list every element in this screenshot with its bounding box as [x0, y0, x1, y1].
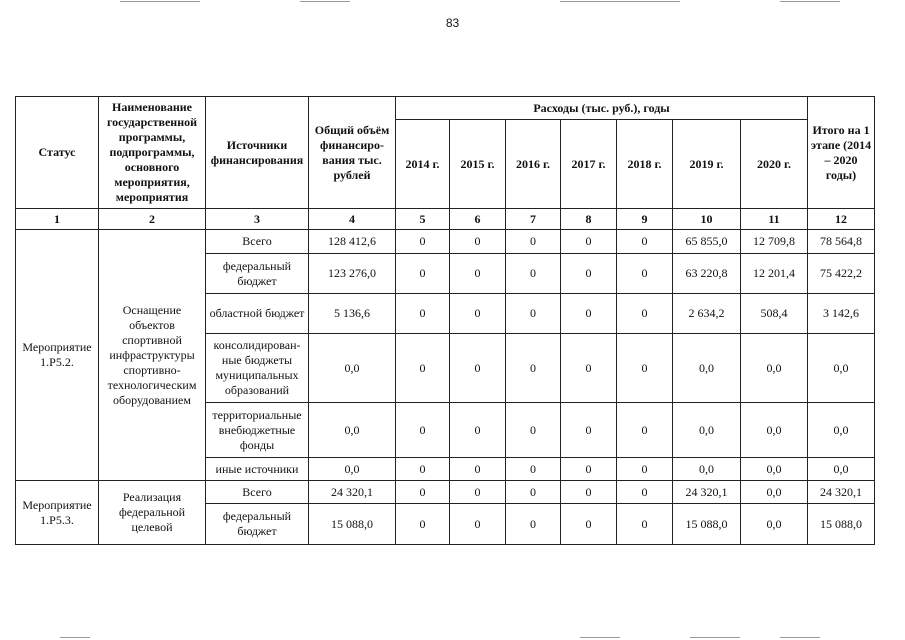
header-total: Общий объём финансиро-вания тыс. рублей [309, 97, 396, 209]
year-cell: 0,0 [741, 334, 808, 403]
scan-artifact [560, 1, 680, 2]
year-cell: 0 [396, 254, 450, 294]
header-year: 2014 г. [396, 120, 450, 209]
status-cell: Мероприятие 1.Р5.3. [16, 481, 99, 545]
year-cell: 0 [396, 458, 450, 481]
source-cell: иные источники [206, 458, 309, 481]
header-row [16, 97, 875, 120]
year-cell: 0 [450, 403, 506, 458]
year-cell: 0,0 [673, 458, 741, 481]
budget-table [15, 96, 875, 545]
year-cell: 0 [396, 481, 450, 504]
header-status: Статус [16, 97, 99, 209]
column-number: 6 [450, 209, 506, 230]
year-cell: 0 [561, 403, 617, 458]
year-cell: 12 201,4 [741, 254, 808, 294]
year-cell: 65 855,0 [673, 230, 741, 254]
total-cell: 0,0 [309, 458, 396, 481]
source-cell: федеральный бюджет [206, 254, 309, 294]
total-cell: 0,0 [309, 403, 396, 458]
column-number: 3 [206, 209, 309, 230]
column-number: 5 [396, 209, 450, 230]
source-cell: федеральный бюджет [206, 504, 309, 545]
year-cell: 0 [561, 458, 617, 481]
stage-total-cell: 24 320,1 [808, 481, 875, 504]
page-number: 83 [445, 16, 460, 30]
year-cell: 0 [506, 458, 561, 481]
stage-total-cell: 75 422,2 [808, 254, 875, 294]
year-cell: 0 [450, 254, 506, 294]
year-cell: 0 [506, 481, 561, 504]
total-cell: 24 320,1 [309, 481, 396, 504]
scan-artifact [580, 637, 620, 638]
year-cell: 0 [617, 230, 673, 254]
column-number: 11 [741, 209, 808, 230]
year-cell: 0 [396, 334, 450, 403]
year-cell: 15 088,0 [673, 504, 741, 545]
year-cell: 0 [396, 230, 450, 254]
header-year: 2019 г. [673, 120, 741, 209]
year-cell: 0 [506, 254, 561, 294]
year-cell: 0 [396, 294, 450, 334]
table-row [16, 230, 875, 254]
header-expenses: Расходы (тыс. руб.), годы [396, 97, 808, 120]
year-cell: 2 634,2 [673, 294, 741, 334]
stage-total-cell: 15 088,0 [808, 504, 875, 545]
total-cell: 0,0 [309, 334, 396, 403]
column-number: 10 [673, 209, 741, 230]
year-cell: 0 [561, 504, 617, 545]
scan-artifact [690, 637, 740, 638]
year-cell: 0 [506, 294, 561, 334]
total-cell: 5 136,6 [309, 294, 396, 334]
year-cell: 0 [396, 504, 450, 545]
column-number: 4 [309, 209, 396, 230]
header-year: 2016 г. [506, 120, 561, 209]
year-cell: 12 709,8 [741, 230, 808, 254]
scan-artifact [780, 637, 820, 638]
year-cell: 0 [506, 334, 561, 403]
column-number: 8 [561, 209, 617, 230]
header-year: 2017 г. [561, 120, 617, 209]
year-cell: 0 [617, 481, 673, 504]
year-cell: 0,0 [741, 403, 808, 458]
year-cell: 0,0 [673, 334, 741, 403]
status-cell: Мероприятие 1.Р5.2. [16, 230, 99, 481]
year-cell: 0,0 [673, 403, 741, 458]
year-cell: 0 [450, 294, 506, 334]
year-cell: 0 [561, 294, 617, 334]
year-cell: 0 [617, 334, 673, 403]
total-cell: 123 276,0 [309, 254, 396, 294]
year-cell: 0,0 [741, 458, 808, 481]
scan-artifact [120, 1, 200, 2]
column-number: 7 [506, 209, 561, 230]
column-number: 9 [617, 209, 673, 230]
source-cell: консолидирован-ные бюджеты муниципальных образований [206, 334, 309, 403]
name-cell: Реализация федеральной целевой [99, 481, 206, 545]
header-stage-total: Итого на 1 этапе (2014 – 2020 годы) [808, 97, 875, 209]
year-cell: 508,4 [741, 294, 808, 334]
year-cell: 0 [450, 481, 506, 504]
column-number-row [16, 209, 875, 230]
year-cell: 0,0 [741, 504, 808, 545]
year-cell: 0 [450, 334, 506, 403]
year-cell: 0 [450, 458, 506, 481]
header-year: 2020 г. [741, 120, 808, 209]
year-cell: 0 [561, 254, 617, 294]
stage-total-cell: 0,0 [808, 334, 875, 403]
scan-artifact [780, 1, 840, 2]
year-cell: 0 [617, 458, 673, 481]
column-number: 1 [16, 209, 99, 230]
year-cell: 0 [506, 230, 561, 254]
total-cell: 15 088,0 [309, 504, 396, 545]
stage-total-cell: 0,0 [808, 403, 875, 458]
year-cell: 0,0 [741, 481, 808, 504]
scan-artifact [300, 1, 350, 2]
column-number: 12 [808, 209, 875, 230]
header-year: 2018 г. [617, 120, 673, 209]
year-cell: 63 220,8 [673, 254, 741, 294]
year-cell: 0 [561, 481, 617, 504]
year-cell: 0 [561, 334, 617, 403]
source-cell: Всего [206, 481, 309, 504]
stage-total-cell: 78 564,8 [808, 230, 875, 254]
year-cell: 0 [617, 403, 673, 458]
source-cell: территориальные внебюджетные фонды [206, 403, 309, 458]
year-cell: 24 320,1 [673, 481, 741, 504]
stage-total-cell: 3 142,6 [808, 294, 875, 334]
name-cell: Оснащение объектов спортивной инфраструктуры спортивно-технологическим оборудованием [99, 230, 206, 481]
stage-total-cell: 0,0 [808, 458, 875, 481]
column-number: 2 [99, 209, 206, 230]
scan-artifact [60, 637, 90, 638]
header-sources: Источники финансирования [206, 97, 309, 209]
header-year: 2015 г. [450, 120, 506, 209]
year-cell: 0 [506, 403, 561, 458]
source-cell: Всего [206, 230, 309, 254]
year-cell: 0 [396, 403, 450, 458]
year-cell: 0 [450, 230, 506, 254]
year-cell: 0 [617, 254, 673, 294]
year-cell: 0 [450, 504, 506, 545]
year-cell: 0 [506, 504, 561, 545]
source-cell: областной бюджет [206, 294, 309, 334]
year-cell: 0 [617, 294, 673, 334]
header-name: Наименование государственной программы, подпрограммы, основного мероприятия, мероприятия [99, 97, 206, 209]
year-cell: 0 [561, 230, 617, 254]
table-row [16, 481, 875, 504]
year-cell: 0 [617, 504, 673, 545]
total-cell: 128 412,6 [309, 230, 396, 254]
